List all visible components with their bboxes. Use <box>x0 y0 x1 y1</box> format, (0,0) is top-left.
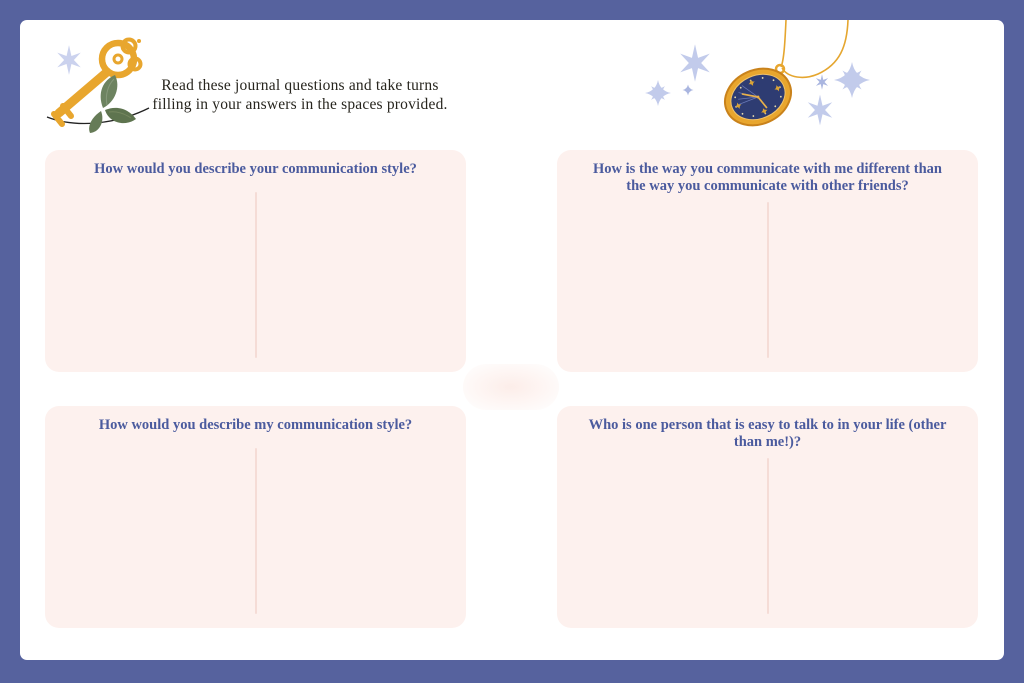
leaf <box>89 111 102 133</box>
answer-space-left <box>565 192 759 358</box>
key-bow <box>102 43 134 75</box>
sparkle-icon <box>683 85 694 96</box>
sparkle-icon <box>644 79 672 107</box>
answer-space-left <box>53 448 247 614</box>
sparkle-icon <box>808 95 832 126</box>
answer-space-right <box>776 448 970 614</box>
question-box-2 <box>557 150 978 372</box>
instruction-line-2: filling in your answers in the spaces provided. <box>152 96 448 113</box>
pocket-watch <box>716 59 800 136</box>
necklace-chain <box>781 20 786 67</box>
question-text: Who is one person that is easy to talk to in your life (other than me!)? <box>588 417 947 450</box>
pocket-watch-necklace-icon <box>640 20 890 138</box>
necklace-chain <box>782 20 848 77</box>
key-bow-dot <box>137 39 141 43</box>
answer-space-right <box>264 192 458 358</box>
instruction-text <box>130 76 470 114</box>
question-box-1 <box>45 150 466 372</box>
journal-page <box>20 20 1004 660</box>
answer-divider-line <box>767 202 769 358</box>
sparkle-icon <box>57 45 80 75</box>
answer-divider-line <box>255 192 257 358</box>
instruction-line-1: Read these journal questions and take turns <box>161 77 439 94</box>
answer-space-left <box>565 448 759 614</box>
sparkle-icon <box>816 74 828 89</box>
faint-pink-blob <box>463 364 559 410</box>
answer-divider-line <box>767 458 769 614</box>
answer-space-right <box>264 448 458 614</box>
question-text: How would you describe your communication style? <box>94 161 417 177</box>
sparkle-icon <box>680 44 710 81</box>
key-bow-center <box>114 55 122 63</box>
sparkle-icon <box>833 61 871 99</box>
question-text: How is the way you communicate with me different than the way you communicate with other friends? <box>593 161 942 194</box>
question-box-4 <box>557 406 978 628</box>
answer-divider-line <box>255 448 257 614</box>
answer-space-right <box>776 192 970 358</box>
answer-space-left <box>53 192 247 358</box>
question-text: How would you describe my communication style? <box>98 417 413 433</box>
question-box-3 <box>45 406 466 628</box>
